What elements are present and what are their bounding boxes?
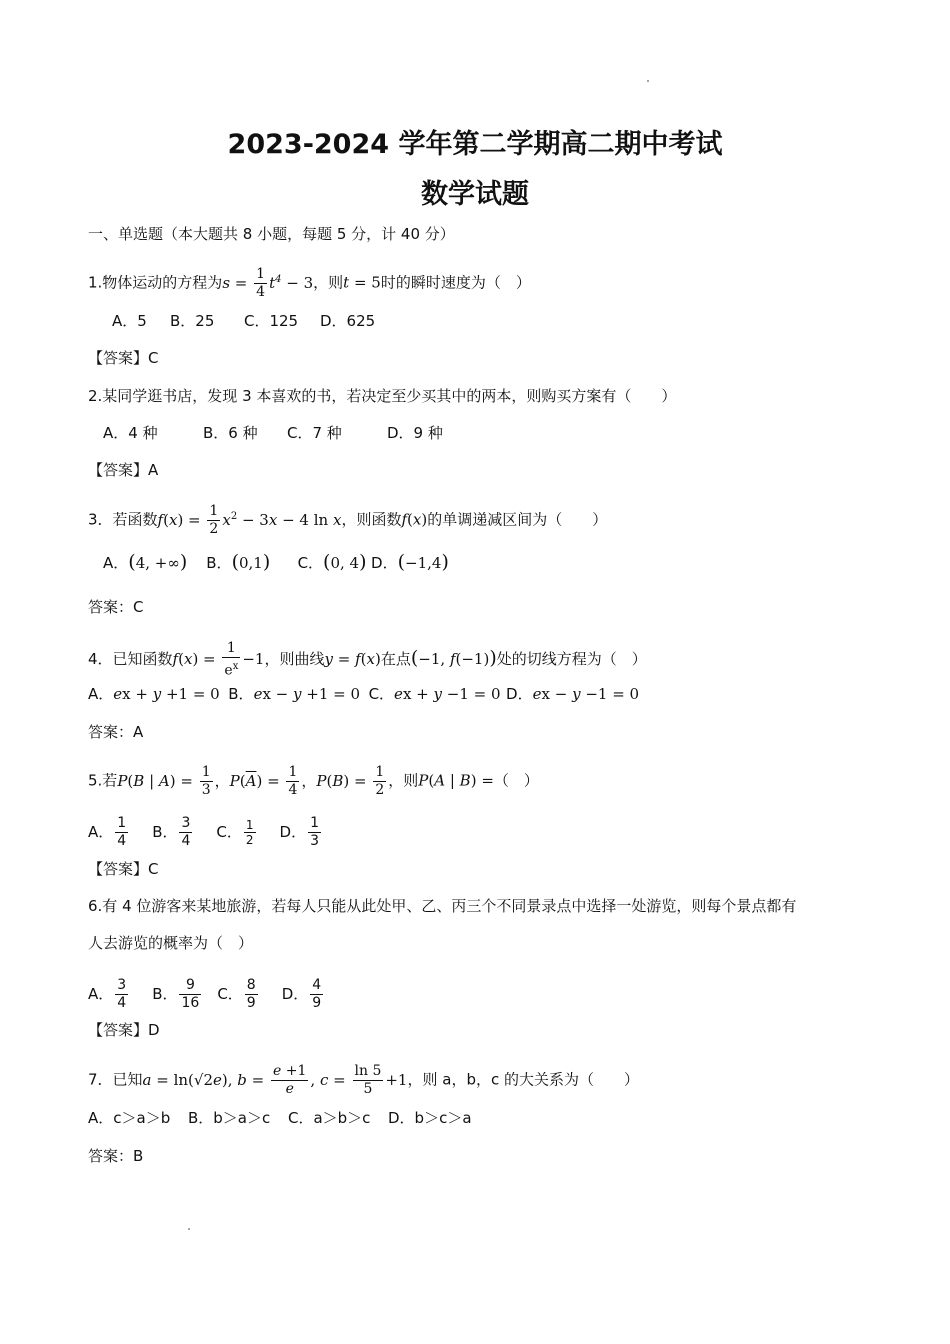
- q5-target: P(A | B) =: [418, 771, 494, 790]
- option-b-value: $\frac{3}{4}$: [181, 815, 191, 849]
- option-d-label: D．: [279, 823, 307, 841]
- question-7-stem: [88, 1063, 639, 1098]
- q1-formula: s = $\frac{1}{4}$ $t^4 - 3$: [222, 266, 314, 300]
- question-5-stem: [88, 764, 539, 799]
- option-a-label: A．: [103, 554, 129, 572]
- option-a-label: A．: [88, 685, 114, 703]
- option-b: B．25: [170, 312, 215, 330]
- q1-stem-post: 时的瞬时速度为（ ）: [380, 273, 531, 292]
- option-b-value: $\frac{9}{16}$: [181, 977, 200, 1011]
- section-heading: 一、单选题（本大题共 8 小题，每题 5 分，计 40 分）: [88, 225, 455, 243]
- q3-stem-mid: ，则函数: [341, 510, 402, 529]
- question-4-stem: [88, 640, 647, 680]
- option-d: D．9 种: [387, 424, 443, 442]
- question-3-answer: 答案：C: [88, 598, 144, 616]
- question-5-answer: 【答案】C: [88, 860, 159, 878]
- q7-stem-post: ，则 a，b，c 的大关系为（ ）: [407, 1070, 639, 1089]
- question-3-options: [103, 552, 449, 573]
- option-a-value: ex + y +1 = 0: [113, 685, 220, 703]
- q1-stem-mid: ，则: [313, 273, 344, 292]
- question-2-stem: 2.某同学逛书店，发现 3 本喜欢的书，若决定至少买其中的两本，则购买方案有（ ）: [88, 387, 677, 405]
- option-c-value: (0, 4): [323, 551, 367, 573]
- question-7-options: [88, 1108, 472, 1128]
- q4-stem-mid2: 在点: [380, 649, 411, 668]
- q4-point: (−1, f(−1)): [410, 646, 497, 669]
- question-4-answer: 答案：A: [88, 723, 144, 741]
- page-title: 2023-2024 学年第二学期高二期中考试: [227, 129, 723, 160]
- option-b-value: (0,1): [231, 551, 271, 573]
- option-a: A．5: [112, 312, 147, 330]
- question-2-answer: 【答案】A: [88, 461, 159, 479]
- option-c-label: C．: [368, 685, 395, 703]
- option-c-value: ex + y −1 = 0: [394, 685, 501, 703]
- option-d-value: $\frac{4}{9}$: [312, 977, 322, 1011]
- q5-stem-pre: 5.若: [88, 771, 118, 790]
- question-5-options: [88, 815, 323, 850]
- option-a-label: A．: [88, 985, 114, 1003]
- option-d-label: D．: [371, 554, 398, 572]
- q5-stem-post: ，则: [388, 771, 419, 790]
- q3-fx: f(x): [401, 510, 428, 529]
- question-7-answer: 答案：B: [88, 1147, 144, 1165]
- option-c: C．a＞b＞c: [288, 1109, 371, 1127]
- question-6-stem-line1: 6.有 4 位游客来某地旅游，若每人只能从此处甲、乙、丙三个不同景录点中选择一处游览，则每个景点都有: [88, 897, 797, 915]
- question-1-options: [112, 311, 375, 331]
- question-4-options: [88, 684, 639, 704]
- q4-formula: f(x) = $\frac{1}{e^x}$ −1: [172, 640, 265, 679]
- option-a-value: $\frac{3}{4}$: [117, 977, 127, 1011]
- page-subtitle: 数学试题: [421, 179, 529, 210]
- option-a: A．c＞a＞b: [88, 1109, 171, 1127]
- option-b: B．6 种: [203, 424, 258, 442]
- option-a-value: (4, +∞): [128, 551, 188, 573]
- q4-stem-post: 处的切线方程为（ ）: [496, 649, 647, 668]
- option-a-value: $\frac{1}{4}$: [117, 815, 127, 849]
- option-c: C．125: [244, 312, 299, 330]
- option-a: A．4 种: [103, 424, 158, 442]
- q4-curve: y = f(x): [324, 649, 381, 668]
- q3-formula: f(x) = $\frac{1}{2}$ $x^2 - 3x - 4$ ln x: [157, 503, 342, 537]
- option-c-value: $\frac{8}{9}$: [246, 977, 256, 1011]
- question-1-stem: [88, 266, 531, 301]
- scan-dot-top: [647, 80, 649, 82]
- option-d-value: ex − y −1 = 0: [532, 685, 640, 703]
- q7-formula: a = ln(√2e), b = $\frac{e +1}{e}$ , c = $\frac{\ln 5}{5}$ +1: [142, 1063, 408, 1097]
- option-b-label: B．: [228, 685, 254, 703]
- q5-formula: P(B | A) = $\frac{1}{3}$ ，$P(\overline{A})$ = $\frac{1}{4}$ ，P(B) = $\frac{1}{2}$: [117, 764, 385, 798]
- question-3-stem: [88, 503, 607, 538]
- option-d: D．b＞c＞a: [388, 1109, 472, 1127]
- option-b-label: B．: [152, 823, 178, 841]
- q3-stem-pre: 3．若函数: [88, 510, 158, 529]
- q1-stem-pre: 1.物体运动的方程为: [88, 273, 223, 292]
- option-a-label: A．: [88, 823, 114, 841]
- option-b-label: B．: [206, 554, 232, 572]
- question-6-answer: 【答案】D: [88, 1021, 160, 1039]
- q7-stem-pre: 7．已知: [88, 1070, 143, 1089]
- q4-stem-mid: ，则曲线: [264, 649, 325, 668]
- q4-stem-pre: 4．已知函数: [88, 649, 173, 668]
- scan-dot-bottom: [188, 1228, 190, 1230]
- option-c-label: C．: [297, 554, 324, 572]
- option-d-value: (−1,4): [397, 551, 449, 573]
- option-b: B．b＞a＞c: [188, 1109, 271, 1127]
- option-d-label: D．: [281, 985, 309, 1003]
- option-d-label: D．: [506, 685, 533, 703]
- option-c-label: C．: [216, 823, 242, 841]
- option-d: D．625: [320, 312, 376, 330]
- q3-stem-post: 的单调递减区间为（ ）: [427, 510, 608, 529]
- option-c-value: $\frac{1}{2}$: [245, 818, 254, 847]
- question-6-options: [88, 977, 325, 1012]
- option-b-value: ex − y +1 = 0: [253, 685, 361, 703]
- option-d-value: $\frac{1}{3}$: [310, 815, 320, 849]
- question-2-options: [103, 423, 443, 443]
- q1-t-value: t = 5: [343, 273, 381, 292]
- question-6-stem-line2: 人去游览的概率为（ ）: [88, 934, 254, 952]
- option-b-label: B．: [152, 985, 178, 1003]
- option-c-label: C．: [217, 985, 243, 1003]
- q5-stem-end: （ ）: [493, 771, 539, 790]
- question-1-answer: 【答案】C: [88, 349, 159, 367]
- option-c: C．7 种: [287, 424, 342, 442]
